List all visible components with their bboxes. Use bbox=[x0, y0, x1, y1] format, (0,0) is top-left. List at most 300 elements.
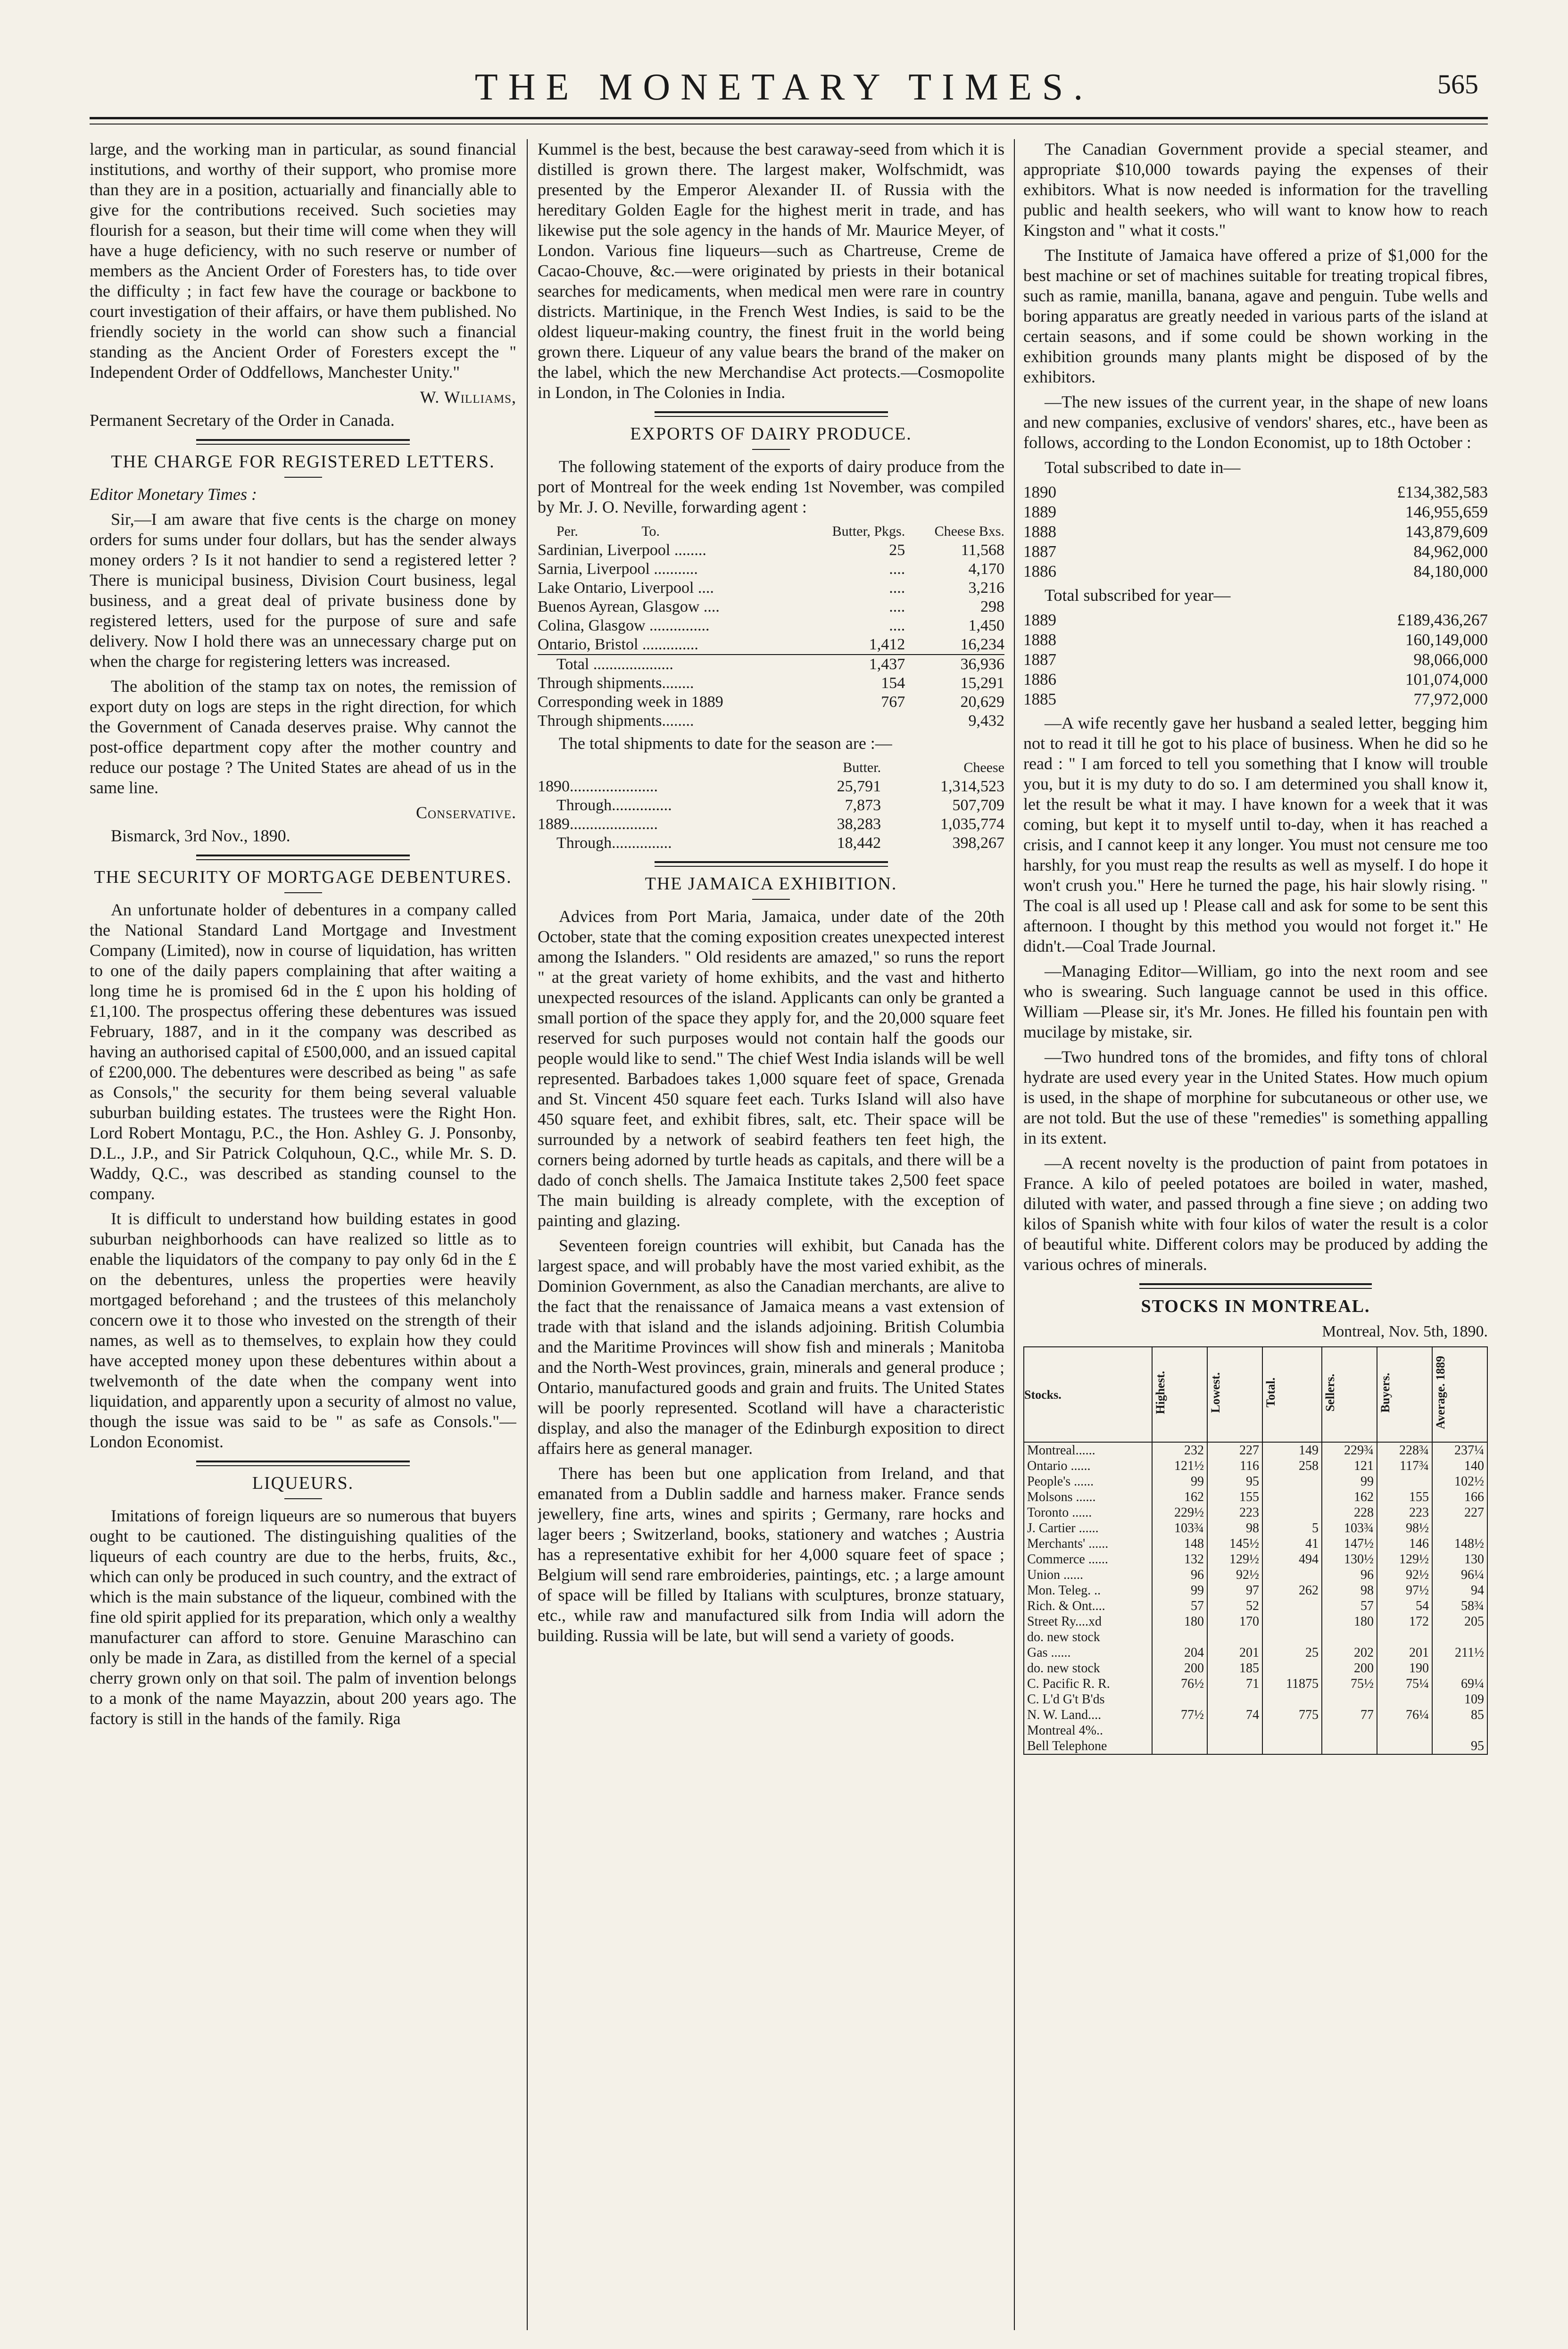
stock-name: Montreal 4%.. bbox=[1024, 1723, 1152, 1738]
cheese-cell: 1,314,523 bbox=[940, 778, 1004, 795]
ship-cell: Lake Ontario, Liverpool .... bbox=[538, 579, 714, 597]
stocks-table bbox=[1023, 1346, 1488, 1755]
stock-value: 11875 bbox=[1262, 1676, 1322, 1692]
stock-value: 95 bbox=[1432, 1738, 1487, 1754]
stocks-col-header bbox=[1322, 1347, 1377, 1442]
stock-value bbox=[1432, 1629, 1487, 1645]
table-row bbox=[1024, 1458, 1487, 1474]
table-row bbox=[1024, 1629, 1487, 1645]
stock-value: 170 bbox=[1207, 1614, 1262, 1629]
stock-name: Union ...... bbox=[1024, 1567, 1152, 1583]
stock-value: 57 bbox=[1322, 1598, 1377, 1614]
table-row bbox=[538, 834, 1004, 853]
stock-value bbox=[1262, 1629, 1322, 1645]
table-row bbox=[538, 560, 1004, 579]
heading-dash bbox=[752, 449, 790, 450]
list-year: 1888 bbox=[1023, 631, 1056, 649]
stock-value: 121 bbox=[1322, 1458, 1377, 1474]
label-cell: Through shipments........ bbox=[538, 674, 694, 692]
list-label: Total subscribed to date in— bbox=[1045, 458, 1241, 477]
col-header: Cheese bbox=[963, 760, 1004, 775]
cheese-cell: 11,568 bbox=[961, 541, 1004, 559]
stock-value: 185 bbox=[1207, 1660, 1262, 1676]
column-divider bbox=[1014, 139, 1015, 2330]
stock-value: 146 bbox=[1377, 1536, 1432, 1552]
stock-value: 25 bbox=[1262, 1645, 1322, 1660]
cheese-cell: 298 bbox=[980, 598, 1004, 615]
stocks-col-label: Sellers. bbox=[1323, 1373, 1337, 1412]
stock-value bbox=[1262, 1474, 1322, 1489]
list-value: 84,180,000 bbox=[1413, 562, 1488, 581]
list-year: 1886 bbox=[1023, 670, 1056, 689]
stock-value: 162 bbox=[1322, 1489, 1377, 1505]
cheese-cell: 1,035,774 bbox=[940, 815, 1004, 833]
cheese-cell: 16,234 bbox=[960, 636, 1004, 653]
stock-value: 77 bbox=[1322, 1707, 1377, 1723]
stock-value: 132 bbox=[1152, 1552, 1207, 1567]
stock-value: 228¾ bbox=[1377, 1442, 1432, 1458]
col-header: Cheese Bxs. bbox=[934, 523, 1004, 539]
stock-value bbox=[1377, 1738, 1432, 1754]
article-heading-stocks: STOCKS IN MONTREAL. bbox=[1141, 1296, 1370, 1316]
stock-value bbox=[1152, 1692, 1207, 1707]
stock-value: 96 bbox=[1322, 1567, 1377, 1583]
table-row bbox=[538, 796, 1004, 815]
label-cell: Corresponding week in 1889 bbox=[538, 693, 723, 711]
list-year: 1888 bbox=[1023, 523, 1056, 541]
table-row bbox=[1024, 1614, 1487, 1629]
stock-value: 155 bbox=[1207, 1489, 1262, 1505]
friendly-society-text: large, and the working man in particular, as sound financial institutions, and worthy of their support, who promise more than they are in a position, actuarially and financially able to give for the contributions received. Such societies may flourish for a season, but their time will come when they will have a huge deficiency, with no such reserve or number of members as the Ancient Order of Foresters has, to tide over the difficulty ; in fact few have the courage or backbone to court investigation of their affairs, or have them published. No friendly society in the world can show such a financial standing as the Ancient Order of Foresters except the " Independent Order of Oddfellows, Manchester Unity." bbox=[90, 140, 516, 382]
label-cell: Through shipments........ bbox=[538, 712, 694, 730]
list-item bbox=[1023, 542, 1488, 562]
stock-value: 103¾ bbox=[1152, 1520, 1207, 1536]
stocks-col-header bbox=[1024, 1347, 1152, 1442]
list-item bbox=[1023, 502, 1488, 522]
stock-value: 92½ bbox=[1377, 1567, 1432, 1583]
table-row bbox=[1024, 1536, 1487, 1552]
stock-value bbox=[1207, 1723, 1262, 1738]
letter-dateline: Bismarck, 3rd Nov., 1890. bbox=[111, 826, 290, 845]
stock-value: 75½ bbox=[1322, 1676, 1377, 1692]
list-value: 77,972,000 bbox=[1413, 690, 1488, 708]
table-row bbox=[1024, 1723, 1487, 1738]
stock-value: 57 bbox=[1152, 1598, 1207, 1614]
stock-name: Toronto ...... bbox=[1024, 1505, 1152, 1520]
stock-value: 211½ bbox=[1432, 1645, 1487, 1660]
stock-name: Commerce ...... bbox=[1024, 1552, 1152, 1567]
stocks-col-label: Buyers. bbox=[1378, 1372, 1392, 1413]
subscribed-to-date-list bbox=[1023, 482, 1488, 581]
stock-name: Bell Telephone bbox=[1024, 1738, 1152, 1754]
stock-value: 204 bbox=[1152, 1645, 1207, 1660]
stock-value bbox=[1262, 1692, 1322, 1707]
list-value: 143,879,609 bbox=[1405, 523, 1488, 541]
cheese-cell: 20,629 bbox=[960, 693, 1004, 711]
stock-value: 77½ bbox=[1152, 1707, 1207, 1723]
header-rule bbox=[90, 117, 1488, 119]
stock-value: 116 bbox=[1207, 1458, 1262, 1474]
article-paragraph: —The new issues of the current year, in the shape of new loans and new companies, exclusive of vendors' shares, etc., have been as follows, according to the London Economist, up to 18th October : bbox=[1023, 392, 1488, 452]
article-paragraph: The Institute of Jamaica have offered a prize of $1,000 for the best machine or set of machines suitable for treating tropical fibres, such as ramie, manilla, banana, agave and penguin. Tube wells and boring apparatus are greatly needed in various parts of the island at certain seasons, and if some could be shown working in the exhibition grounds many plants might be disposed of by the exhibitors. bbox=[1023, 246, 1488, 386]
label-cell: Through............... bbox=[556, 834, 672, 852]
stock-value bbox=[1377, 1474, 1432, 1489]
table-header-row bbox=[538, 522, 1004, 541]
list-item bbox=[1023, 610, 1488, 630]
stock-value: 166 bbox=[1432, 1489, 1487, 1505]
article-heading-dairy-exports: EXPORTS OF DAIRY PRODUCE. bbox=[630, 424, 912, 444]
stock-value: 75¼ bbox=[1377, 1676, 1432, 1692]
stock-value: 202 bbox=[1322, 1645, 1377, 1660]
stock-value: 109 bbox=[1432, 1692, 1487, 1707]
butter-cell: 154 bbox=[881, 674, 905, 692]
cheese-cell: 3,216 bbox=[968, 579, 1004, 597]
stocks-col-label: Highest. bbox=[1153, 1371, 1167, 1414]
article-paragraph: The Canadian Government provide a special steamer, and appropriate $10,000 towards paying the expenses of their exhibitors. What is now needed is information for the travelling public and health seekers, who will want to know how to reach Kingston and " what it costs." bbox=[1023, 140, 1488, 240]
butter-cell: 38,283 bbox=[837, 815, 881, 833]
table-row bbox=[1024, 1583, 1487, 1598]
list-item bbox=[1023, 630, 1488, 650]
butter-cell: 1,437 bbox=[802, 655, 905, 674]
page-number: 565 bbox=[1437, 69, 1478, 100]
signature: W. Williams, bbox=[420, 388, 516, 407]
table-row bbox=[538, 693, 1004, 712]
stock-value: 180 bbox=[1322, 1614, 1377, 1629]
stock-value bbox=[1207, 1629, 1262, 1645]
label-cell: Through............... bbox=[556, 797, 672, 814]
stock-value: 237¼ bbox=[1432, 1442, 1487, 1458]
stock-name: J. Cartier ...... bbox=[1024, 1520, 1152, 1536]
stock-value: 96¼ bbox=[1432, 1567, 1487, 1583]
stock-name: Rich. & Ont.... bbox=[1024, 1598, 1152, 1614]
stocks-col-header bbox=[1262, 1347, 1322, 1442]
table-row bbox=[1024, 1660, 1487, 1676]
heading-dash bbox=[284, 477, 322, 478]
stock-value: 74 bbox=[1207, 1707, 1262, 1723]
stock-value: 172 bbox=[1377, 1614, 1432, 1629]
table-row bbox=[538, 712, 1004, 730]
stock-value: 200 bbox=[1322, 1660, 1377, 1676]
stock-value: 94 bbox=[1432, 1583, 1487, 1598]
table-row bbox=[538, 815, 1004, 834]
table-row bbox=[1024, 1505, 1487, 1520]
article-paragraph: The following statement of the exports of dairy produce from the port of Montreal for the week ending 1st November, was compiled by Mr. J. O. Neville, forwarding agent : bbox=[538, 457, 1004, 516]
col-header: Butter. bbox=[843, 760, 881, 775]
stocks-dateline: Montreal, Nov. 5th, 1890. bbox=[1322, 1323, 1488, 1340]
article-paragraph: —Managing Editor—William, go into the next room and see who is swearing. Such language cannot be used in this office. William —Please sir, it's Mr. Jones. He filled his fountain pen with mucilage by mistake, sir. bbox=[1023, 962, 1488, 1041]
stocks-col-label: Lowest. bbox=[1208, 1372, 1222, 1413]
section-rule bbox=[196, 1461, 410, 1466]
stock-value: 98½ bbox=[1377, 1520, 1432, 1536]
article-paragraph: It is difficult to understand how building estates in good suburban neighborhoods can have realized so little as to enable the liquidators of the company to pay only 6d in the £ on the debentures, unless the properties were heavily mortgaged beforehand ; and the trustees of this melancholy concern owe it to those who invested on the strength of their names, as well as to themselves, to explain how they could have accepted money upon these debentures within about a twelvemonth of the date when the company went into liquidation, and apparently upon a security of almost no value, though the issue was said to be " as safe as Consols."—London Economist. bbox=[90, 1209, 516, 1451]
stock-value bbox=[1262, 1614, 1322, 1629]
cheese-cell: 36,936 bbox=[905, 655, 1004, 674]
list-value: 98,066,000 bbox=[1413, 650, 1488, 669]
stocks-col-header bbox=[1152, 1347, 1207, 1442]
stock-value: 96 bbox=[1152, 1567, 1207, 1583]
stock-value bbox=[1432, 1723, 1487, 1738]
butter-cell: 25 bbox=[889, 541, 905, 559]
ship-cell: Sardinian, Liverpool ........ bbox=[538, 541, 706, 559]
ship-cell: Ontario, Bristol .............. bbox=[538, 636, 698, 653]
stock-value bbox=[1322, 1692, 1377, 1707]
page-header bbox=[0, 0, 1568, 127]
heading-dash bbox=[752, 899, 790, 900]
stock-name: do. new stock bbox=[1024, 1629, 1152, 1645]
stock-name: Gas ...... bbox=[1024, 1645, 1152, 1660]
table-row bbox=[1024, 1676, 1487, 1692]
cheese-cell: 4,170 bbox=[968, 560, 1004, 578]
stock-value: 232 bbox=[1152, 1442, 1207, 1458]
section-rule bbox=[196, 439, 410, 445]
stock-value bbox=[1152, 1723, 1207, 1738]
masthead-title: THE MONETARY TIMES. bbox=[474, 66, 1094, 108]
stock-value: 76½ bbox=[1152, 1676, 1207, 1692]
stock-value bbox=[1322, 1738, 1377, 1754]
stock-value: 228 bbox=[1322, 1505, 1377, 1520]
stock-name: Molsons ...... bbox=[1024, 1489, 1152, 1505]
stocks-col-header bbox=[1377, 1347, 1432, 1442]
stock-name: do. new stock bbox=[1024, 1660, 1152, 1676]
stock-value bbox=[1322, 1629, 1377, 1645]
ship-cell: Sarnia, Liverpool ........... bbox=[538, 560, 698, 578]
stock-value bbox=[1207, 1738, 1262, 1754]
cheese-cell: 9,432 bbox=[968, 712, 1004, 730]
table-row bbox=[1024, 1707, 1487, 1723]
stock-value: 205 bbox=[1432, 1614, 1487, 1629]
section-rule bbox=[1139, 1283, 1372, 1289]
section-rule bbox=[655, 411, 888, 417]
table-row bbox=[538, 655, 1004, 674]
stock-value bbox=[1262, 1598, 1322, 1614]
stock-name: Montreal...... bbox=[1024, 1442, 1152, 1458]
article-paragraph: —A recent novelty is the production of paint from potatoes in France. A kilo of peeled potatoes are boiled in water, mashed, diluted with water, and passed through a fine sieve ; on adding two kilos of Spanish white with four kilos of water the result is a color of beautiful white. Different colors may be produced by adding the various ochres of minerals. bbox=[1023, 1154, 1488, 1274]
stock-value: 76¼ bbox=[1377, 1707, 1432, 1723]
article-heading-liqueurs: LIQUEURS. bbox=[252, 1473, 354, 1493]
stock-value: 98 bbox=[1322, 1583, 1377, 1598]
stock-name: N. W. Land.... bbox=[1024, 1707, 1152, 1723]
stock-value: 148 bbox=[1152, 1536, 1207, 1552]
cheese-cell: 507,709 bbox=[952, 797, 1004, 814]
butter-cell: .... bbox=[889, 598, 905, 615]
column-2 bbox=[538, 139, 1004, 2330]
butter-cell bbox=[802, 712, 905, 730]
season-shipments-table bbox=[538, 758, 1004, 853]
stock-value: 227 bbox=[1207, 1442, 1262, 1458]
stock-value: 155 bbox=[1377, 1489, 1432, 1505]
list-year: 1885 bbox=[1023, 690, 1056, 708]
table-row bbox=[538, 541, 1004, 560]
stock-value: 97½ bbox=[1377, 1583, 1432, 1598]
stock-value: 129½ bbox=[1207, 1552, 1262, 1567]
table-row bbox=[1024, 1598, 1487, 1614]
stock-value: 775 bbox=[1262, 1707, 1322, 1723]
heading-dash bbox=[284, 892, 322, 893]
stock-value: 494 bbox=[1262, 1552, 1322, 1567]
stock-value: 5 bbox=[1262, 1520, 1322, 1536]
article-paragraph: Kummel is the best, because the best caraway-seed from which it is distilled is grown there. The largest maker, Wolfschmidt, was presented by the Emperor Alexander II. of Russia with the hereditary Golden Eagle for the highest merit in trade, and has likewise put the sole agency in the hands of Mr. Maurice Meyer, of London. Various fine liqueurs—such as Chartreuse, Creme de Cacao-Chouve, &c.—were originated by priests in their botanical searches for medicaments, when medical men were rare in country districts. Martinique, in the French West Indies, is said to be the oldest liqueur-making country, the finest fruit in the world being grown there. Liqueur of any value bears the brand of the maker on the label, which the new Merchandise Act protects.—Cosmopolite in London, in The Colonies in India. bbox=[538, 140, 1004, 402]
butter-cell: .... bbox=[889, 579, 905, 597]
stock-name: Ontario ...... bbox=[1024, 1458, 1152, 1474]
stock-value: 99 bbox=[1152, 1474, 1207, 1489]
article-paragraph: —Two hundred tons of the bromides, and fifty tons of chloral hydrate are used every year in the United States. How much opium is used, in the shape of morphine for subcutaneous or other use, we are not told. But the use of these "remedies" is something appalling in its extent. bbox=[1023, 1047, 1488, 1147]
stock-value bbox=[1152, 1629, 1207, 1645]
col-header: Per. bbox=[556, 523, 578, 539]
stock-value bbox=[1262, 1505, 1322, 1520]
list-value: 160,149,000 bbox=[1405, 631, 1488, 649]
list-item bbox=[1023, 650, 1488, 670]
list-item bbox=[1023, 689, 1488, 709]
stock-name: C. L'd G't B'ds bbox=[1024, 1692, 1152, 1707]
article-heading-mortgage-debentures: THE SECURITY OF MORTGAGE DEBENTURES. bbox=[94, 867, 512, 887]
ship-cell: Colina, Glasgow ............... bbox=[538, 617, 710, 634]
stock-value bbox=[1432, 1660, 1487, 1676]
butter-cell: .... bbox=[889, 617, 905, 634]
stock-value bbox=[1262, 1738, 1322, 1754]
stock-value: 41 bbox=[1262, 1536, 1322, 1552]
stock-value: 99 bbox=[1322, 1474, 1377, 1489]
dairy-exports-table bbox=[538, 522, 1004, 730]
stock-value bbox=[1432, 1520, 1487, 1536]
column-divider bbox=[527, 139, 528, 2330]
butter-cell: 25,791 bbox=[837, 778, 881, 795]
label-cell: 1889...................... bbox=[538, 815, 658, 833]
stock-value: 99 bbox=[1152, 1583, 1207, 1598]
table-row bbox=[538, 635, 1004, 655]
ship-cell: Buenos Ayrean, Glasgow .... bbox=[538, 598, 720, 615]
stock-value: 223 bbox=[1377, 1505, 1432, 1520]
table-row bbox=[1024, 1520, 1487, 1536]
section-rule bbox=[196, 855, 410, 860]
stocks-col-header bbox=[1207, 1347, 1262, 1442]
article-paragraph: There has been but one application from Ireland, and that emanated from a Dublin saddle and harness maker. France sends jewellery, fine arts, wines and spirits ; Germany, rare hocks and lager beers ; Switzerland, books, stationery and watches ; Austria has a representative exhibit for her 4,000 square feet of space ; Belgium will send rare embroideries, paintings, etc. ; a large amount of space will be filled by Italians with sculptures, bronze statuary, etc., while raw and manufactured silk from India will adorn the building. Russia will be late, but will send a variety of goods. bbox=[538, 1464, 1004, 1645]
stocks-col-header bbox=[1432, 1347, 1487, 1442]
article-heading-jamaica-exhibition: THE JAMAICA EXHIBITION. bbox=[645, 874, 897, 894]
article-paragraph: The total shipments to date for the season are :— bbox=[559, 734, 892, 753]
stock-value: 129½ bbox=[1377, 1552, 1432, 1567]
table-row bbox=[1024, 1645, 1487, 1660]
signature: Conservative. bbox=[415, 803, 516, 822]
stock-value: 103¾ bbox=[1322, 1520, 1377, 1536]
stock-value bbox=[1377, 1629, 1432, 1645]
table-row bbox=[1024, 1489, 1487, 1505]
stock-value: 229¾ bbox=[1322, 1442, 1377, 1458]
article-paragraph: The abolition of the stamp tax on notes, the remission of export duty on logs are steps in the right direction, for which the Government of Canada deserves praise. Why cannot the post-office department copy after the mother country and reduce our postage ? The United States are ahead of us in the same line. bbox=[90, 677, 516, 797]
stock-name: C. Pacific R. R. bbox=[1024, 1676, 1152, 1692]
cheese-cell: 15,291 bbox=[960, 674, 1004, 692]
list-year: 1889 bbox=[1023, 611, 1056, 629]
list-year: 1886 bbox=[1023, 562, 1056, 581]
article-paragraph: Sir,—I am aware that five cents is the charge on money orders for sums under four dollars, but has the sender always money orders ? Is it not handier to send a registered letter ? There is municipal business, Division Court business, legal business, and a great deal of private business done by registered letters, used for the purpose of sure and safe delivery. Now I hold there was an unnecessary charge put on when the charge for registering letters was increased. bbox=[90, 510, 516, 671]
stock-value: 200 bbox=[1152, 1660, 1207, 1676]
stock-value bbox=[1152, 1738, 1207, 1754]
list-year: 1887 bbox=[1023, 542, 1056, 561]
article-paragraph: An unfortunate holder of debentures in a company called the National Standard Land Mortgage and Investment Company (Limited), now in course of liquidation, has written to one of the daily papers complaining that after waiting a long time he is promised 6d in the £ upon his holding of £1,100. The prospectus offering these debentures was issued February, 1887, and in it the company was described as having an authorised capital of £500,000, and an issued capital of £200,000. The debentures were described as being " as safe as Consols," the security for them being several valuable suburban building estates. The trustees were the Right Hon. Lord Robert Montagu, P.C., the Hon. Ashley G. J. Ponsonby, D.L., J.P., and Sir Patrick Colquhoun, Q.C., while Mr. S. D. Waddy, Q.C., was described as standing counsel to the company. bbox=[90, 900, 516, 1203]
label-cell: Total .................... bbox=[538, 655, 802, 674]
list-item bbox=[1023, 482, 1488, 502]
stock-value: 190 bbox=[1377, 1660, 1432, 1676]
stock-value: 130 bbox=[1432, 1552, 1487, 1567]
stock-value bbox=[1262, 1567, 1322, 1583]
article-paragraph: —A wife recently gave her husband a sealed letter, begging him not to read it till he got to his place of business. When he did so he read : " I am forced to tell you something that I know will trouble you, but it is my duty to do so. I am determined you shall know it, let the result be what it may. I have known for a week that it was coming, but kept it to myself until to-day, when it has reached a crisis, and I cannot keep it any longer. You must not censure me too harshly, for you must reap the results as well as myself. I do hope it won't crush you." Here he turned the page, his hair slowly rising. " The coal is all used up ! Please call and ask for some to be sent this afternoon. I thought by this method you would not forget it." He didn't.—Coal Trade Journal. bbox=[1023, 714, 1488, 955]
list-value: 146,955,659 bbox=[1405, 503, 1488, 521]
stock-value: 52 bbox=[1207, 1598, 1262, 1614]
stock-value bbox=[1377, 1692, 1432, 1707]
stocks-col-label: Total. bbox=[1263, 1378, 1278, 1408]
stock-value: 98 bbox=[1207, 1520, 1262, 1536]
stock-value: 121½ bbox=[1152, 1458, 1207, 1474]
stock-value: 69¼ bbox=[1432, 1676, 1487, 1692]
stock-value: 145½ bbox=[1207, 1536, 1262, 1552]
col-header: Butter, Pkgs. bbox=[832, 523, 905, 539]
stock-value: 229½ bbox=[1152, 1505, 1207, 1520]
stocks-col-label: Stocks. bbox=[1024, 1387, 1062, 1402]
stock-value: 54 bbox=[1377, 1598, 1432, 1614]
table-header-row bbox=[1024, 1347, 1487, 1442]
table-row bbox=[1024, 1474, 1487, 1489]
stock-value: 147½ bbox=[1322, 1536, 1377, 1552]
stock-value: 148½ bbox=[1432, 1536, 1487, 1552]
stock-value: 95 bbox=[1207, 1474, 1262, 1489]
table-row bbox=[1024, 1692, 1487, 1707]
list-item bbox=[1023, 522, 1488, 542]
table-row bbox=[538, 579, 1004, 598]
table-row bbox=[538, 616, 1004, 635]
stock-name: Mon. Teleg. .. bbox=[1024, 1583, 1152, 1598]
article-heading-registered-letters: THE CHARGE FOR REGISTERED LETTERS. bbox=[111, 452, 495, 472]
stock-value bbox=[1262, 1660, 1322, 1676]
list-value: 101,074,000 bbox=[1405, 670, 1488, 689]
table-row bbox=[1024, 1442, 1487, 1458]
table-row bbox=[538, 777, 1004, 796]
section-rule bbox=[655, 861, 888, 867]
list-item bbox=[1023, 562, 1488, 581]
list-value: 84,962,000 bbox=[1413, 542, 1488, 561]
stock-name: Merchants' ...... bbox=[1024, 1536, 1152, 1552]
stock-value: 130½ bbox=[1322, 1552, 1377, 1567]
signature-title: Permanent Secretary of the Order in Canada. bbox=[90, 411, 395, 430]
stock-value bbox=[1377, 1723, 1432, 1738]
list-item bbox=[1023, 670, 1488, 689]
article-paragraph: Advices from Port Maria, Jamaica, under date of the 20th October, state that the coming exposition creates unexpected interest among the Islanders. " Old residents are amazed," so runs the report " at the great variety of home exhibits, and the vast and hitherto unexpected resources of the island. Applicants can only be granted a small portion of the space they apply for, and the 20,000 square feet reserved for such purposes would not contain half the goods our people would like to send." The chief West India islands will be well represented. Barbadoes takes 1,000 square feet of space, Grenada and St. Vincent 450 square feet each. Turks Island will also have 450 square feet, and exhibit fibres, salt, etc. Their space will be surrounded by a network of seabird feathers ten feet high, the corners being adorned by turtle heads as capitals, and there will be a dado of conch shells. The Jamaica Institute takes 2,500 feet space The main building is already complete, with the exception of painting and glazing. bbox=[538, 907, 1004, 1230]
list-label: Total subscribed for year— bbox=[1045, 586, 1231, 605]
table-row bbox=[1024, 1738, 1487, 1754]
stock-value: 140 bbox=[1432, 1458, 1487, 1474]
stock-value: 223 bbox=[1207, 1505, 1262, 1520]
butter-cell: 1,412 bbox=[869, 636, 905, 653]
butter-cell: .... bbox=[889, 560, 905, 578]
stock-value: 180 bbox=[1152, 1614, 1207, 1629]
header-rule-thin bbox=[90, 124, 1488, 125]
table-row bbox=[538, 598, 1004, 616]
heading-dash bbox=[284, 1498, 322, 1499]
list-year: 1887 bbox=[1023, 650, 1056, 669]
cheese-cell: 398,267 bbox=[952, 834, 1004, 852]
butter-cell: 18,442 bbox=[837, 834, 881, 852]
list-value: £134,382,583 bbox=[1397, 483, 1488, 501]
col-header: To. bbox=[641, 523, 660, 539]
stock-value: 258 bbox=[1262, 1458, 1322, 1474]
column-3 bbox=[1023, 139, 1488, 2330]
stock-value: 97 bbox=[1207, 1583, 1262, 1598]
stock-name: People's ...... bbox=[1024, 1474, 1152, 1489]
stock-value: 201 bbox=[1377, 1645, 1432, 1660]
stock-value: 85 bbox=[1432, 1707, 1487, 1723]
column-1 bbox=[90, 139, 516, 2330]
label-cell: 1890...................... bbox=[538, 778, 658, 795]
stock-value bbox=[1322, 1723, 1377, 1738]
stock-value bbox=[1262, 1723, 1322, 1738]
